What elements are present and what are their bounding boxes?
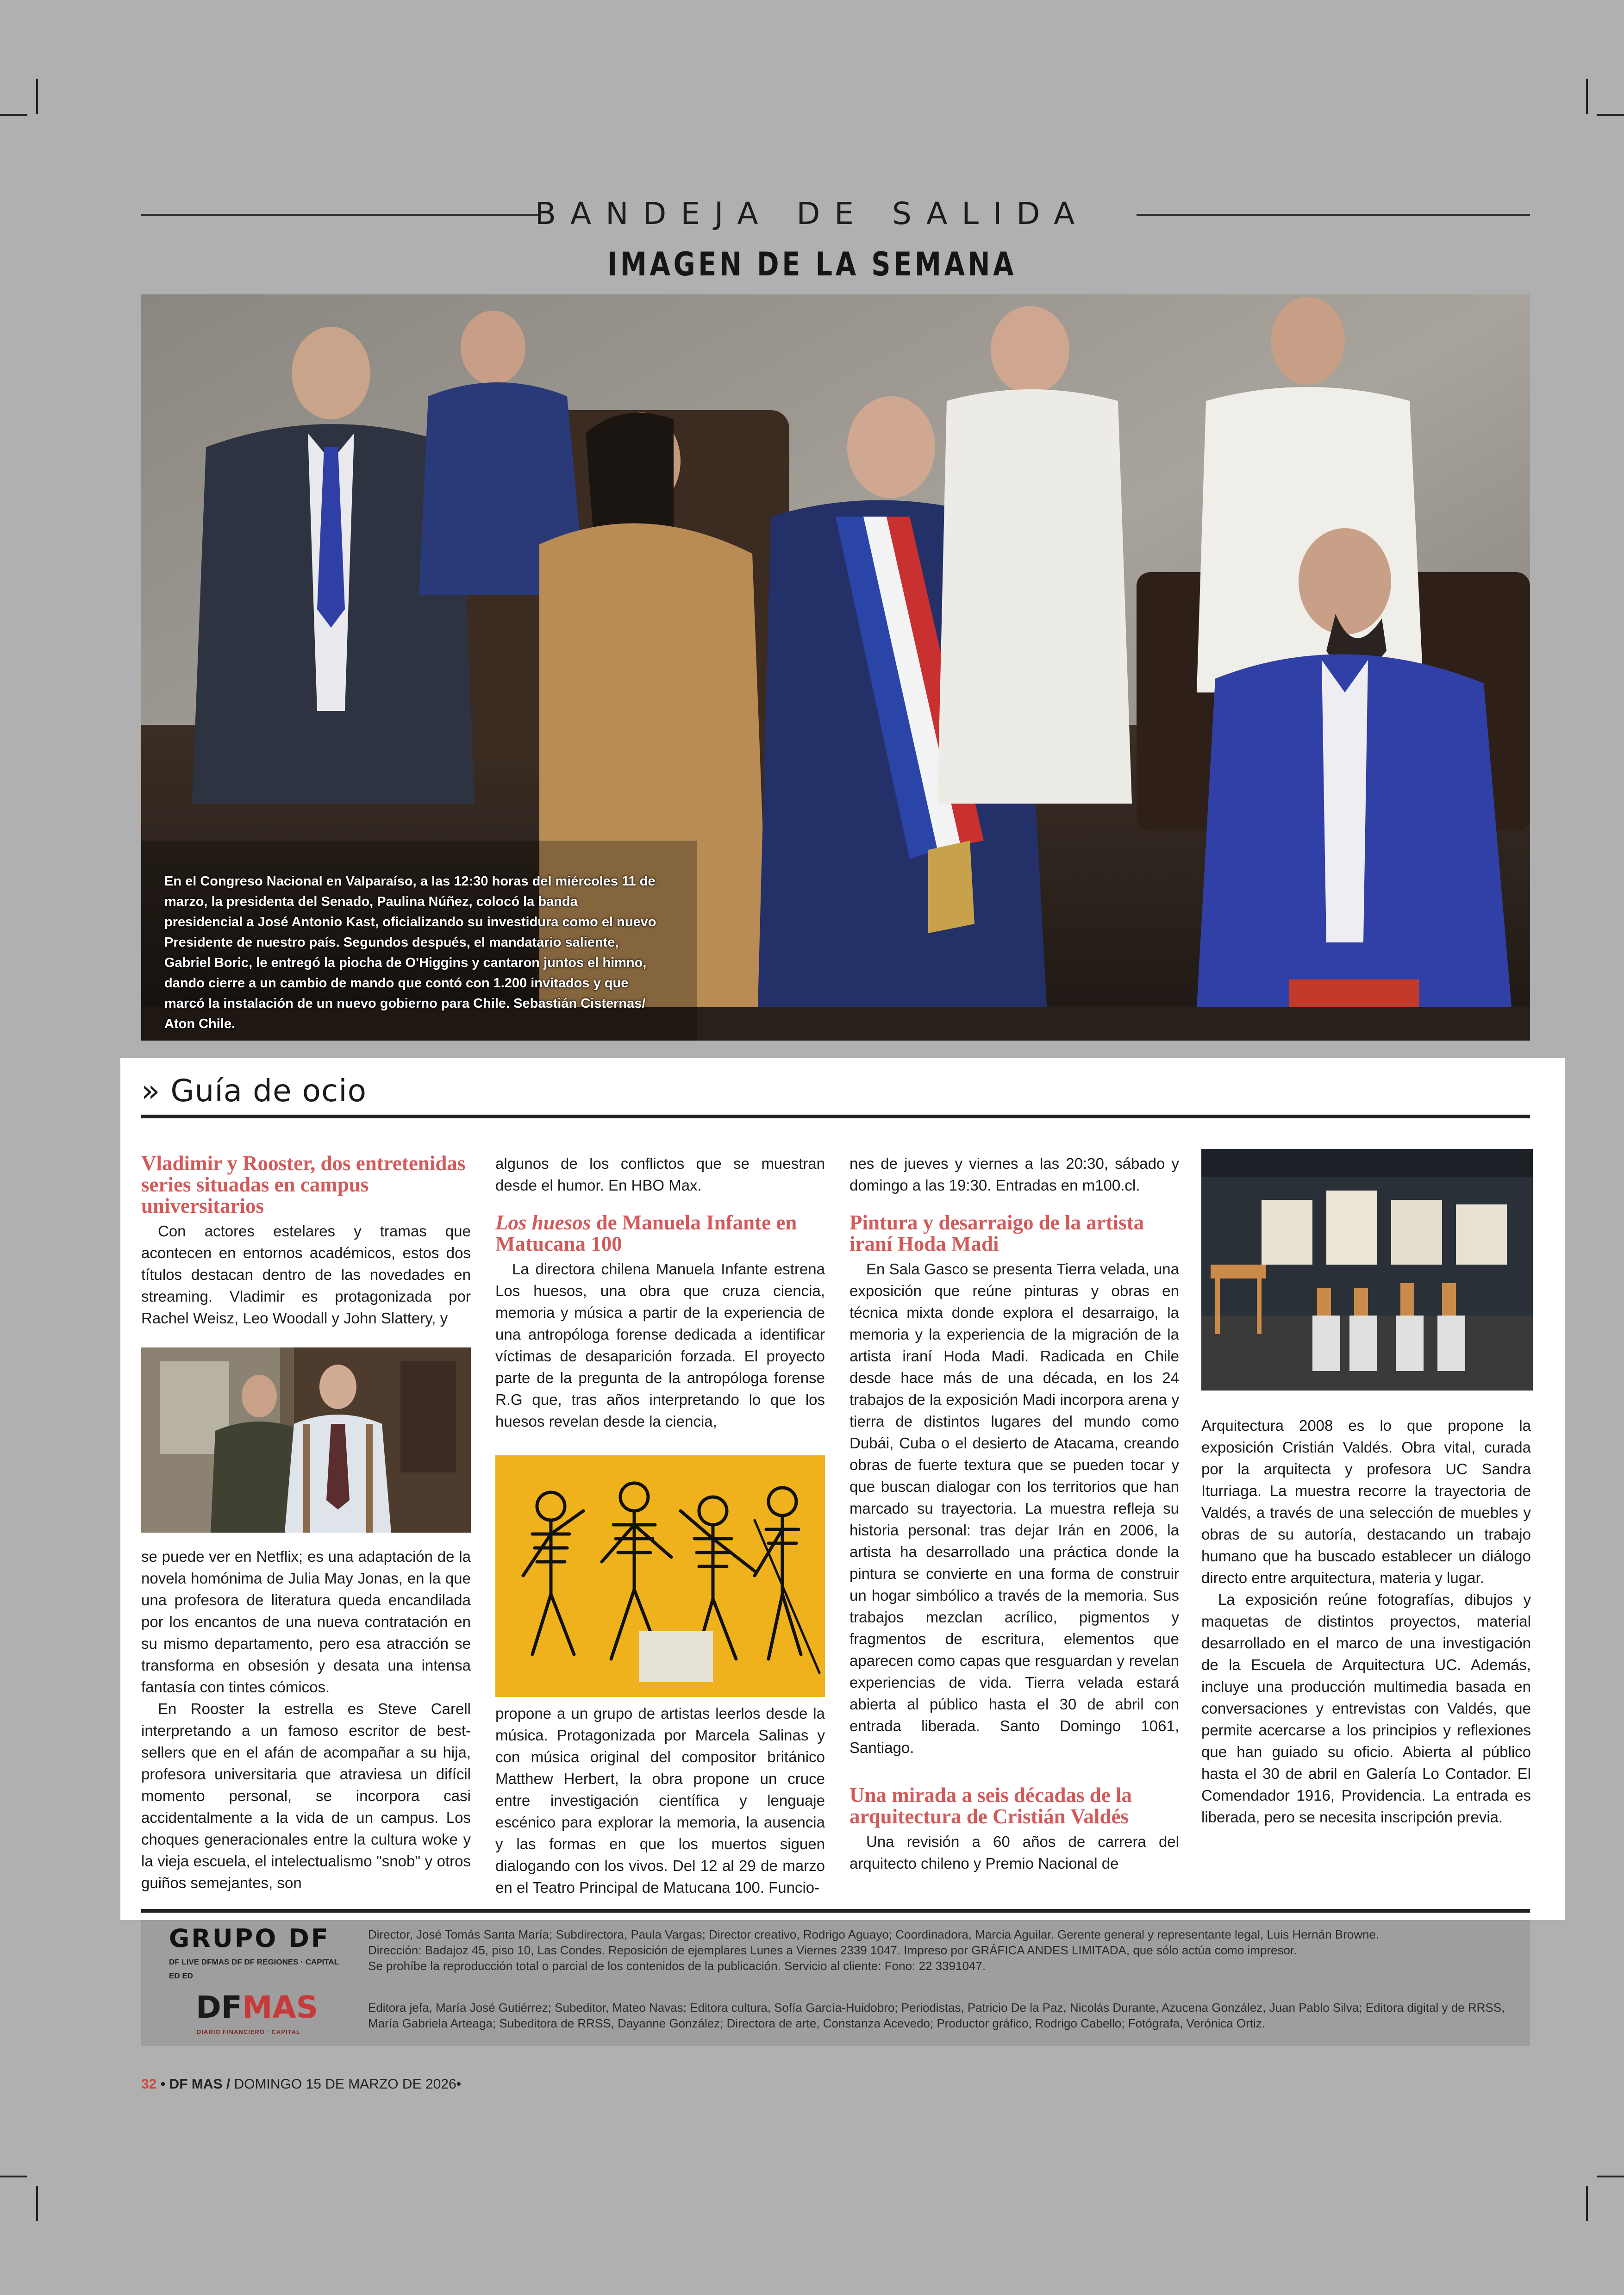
series-photo: [141, 1347, 471, 1533]
publication-name: • DF MAS /: [160, 2077, 231, 2092]
dfmas-logo: [196, 1989, 318, 2025]
exhibition-photo-illustration: [1201, 1149, 1533, 1391]
crop-mark: [0, 2176, 27, 2177]
paragraph: Una revisión a 60 años de carrera del arquitecto chileno y Premio Nacional de: [849, 1833, 1179, 1872]
headline-valdes: Una mirada a seis décadas de la arquitectura de Cristián Valdés: [849, 1784, 1132, 1828]
column-2: [495, 1153, 825, 1432]
page-folio: [141, 2077, 461, 2092]
main-photo: [141, 294, 1530, 1041]
column-3: [849, 1153, 1179, 1874]
guide-rule: [141, 1115, 1530, 1118]
paragraph: algunos de los conflictos que se muestran desde el humor. En HBO Max.: [495, 1155, 825, 1194]
huesos-artwork-illustration: [495, 1455, 825, 1697]
section-title: IMAGEN DE LA SEMANA: [607, 245, 1017, 283]
paragraph: Con actores estelares y tramas que acontecen en entornos académicos, estos dos títulos destacan dentro de las novedades en streaming. Vladimir es protagonizada por Rachel Weisz, Leo Woodall y John Slattery, y: [141, 1222, 471, 1327]
guide-panel: [120, 1058, 1565, 1920]
guide-title: » Guía de ocio: [141, 1073, 367, 1109]
headline-series: Vladimir y Rooster, dos entretenidas series situadas en campus universitarios: [141, 1152, 466, 1217]
grupo-df-logo: GRUPO DF: [169, 1924, 330, 1953]
paragraph: nes de jueves y viernes a las 20:30, sábado y domingo a las 19:30. Entradas en m100.cl.: [849, 1155, 1179, 1194]
crop-mark: [36, 79, 38, 114]
section-kicker: BANDEJA DE SALIDA: [535, 196, 1089, 231]
credits-line: Director, José Tomás Santa María; Subdirectora, Paula Vargas; Director creativo, Rodrigo Aguayo; Coordinadora, Marcia Aguilar. Gerente general y representante legal, Luis Hernán Browne.: [368, 1927, 1380, 1941]
column-1: [141, 1153, 471, 1329]
credits-line: Dirección: Badajoz 45, piso 10, Las Condes. Reposición de ejemplares Lunes a Viernes 2339 1047. Impreso por GRÁFICA ANDES LIMITADA, que sólo actúa como impresor.: [368, 1943, 1297, 1957]
paragraph: se puede ver en Netflix; es una adaptación de la novela homónima de Julia May Jonas, en la que una profesora de literatura queda encandilada por los encantos de una nueva contratación en su mismo departamento, pero esa atracción se transforma en obsesión y desata una intensa fantasía con tintes cómicos.: [141, 1548, 471, 1696]
guide-rule-bottom: [141, 1909, 1530, 1913]
crop-mark: [36, 2186, 38, 2221]
crop-mark: [1597, 114, 1624, 116]
series-photo-illustration: [141, 1347, 471, 1533]
page-number: 32: [141, 2077, 157, 2092]
headline-italic: Los huesos: [495, 1211, 591, 1234]
credits-box: [141, 1920, 1530, 2046]
issue-date: DOMINGO 15 DE MARZO DE 2026•: [234, 2077, 462, 2092]
exhibition-photo: [1201, 1149, 1533, 1391]
crop-mark: [1586, 2186, 1588, 2221]
crop-mark: [0, 114, 27, 116]
publication-logos: DF LIVE DFMAS DF DF REGIONES · CAPITAL ED ED: [169, 1958, 339, 1980]
huesos-artwork: [495, 1455, 825, 1697]
column-2-cont: [495, 1703, 825, 1898]
dfmas-mas: MAS: [242, 1989, 319, 2025]
paragraph: En Sala Gasco se presenta Tierra velada, una exposición que reúne pinturas y obras en técnica mixta donde explora el desarraigo, la memoria y la experiencia de la migración de la artista iraní Hoda Madi. Radicada en Chile desde hace más de una década, en los 24 trabajos de la exposición Madi incorpora arena y tierra de distintos lugares del mundo como Dubái, Cuba o el desierto de Atacama, creando obras de fuerte textura que se pueden tocar y que buscan dialogar con los territorios que han marcado su trayectoria. La muestra refleja su historia personal: tras dejar Irán en 2006, la artista ha desarrollado una práctica donde la pintura se convierte en una forma de construir un hogar simbólico a través de la memoria. Sus trabajos mezclan acrílico, pigmentos y fragmentos de escritura, elementos que aparecen como capas que resguardan y revelan experiencias de vida. Tierra velada estará abierta al público hasta el 30 de abril con entrada liberada. Santo Domingo 1061, Santiago.: [849, 1260, 1179, 1756]
column-1-cont: [141, 1546, 471, 1894]
headline-hoda-madi: Pintura y desarraigo de la artista iraní Hoda Madi: [849, 1211, 1144, 1255]
paragraph: La directora chilena Manuela Infante estrena Los huesos, una obra que cruza ciencia, memoria y música a partir de la experiencia de una antropóloga forense dedicada a identificar víctimas de desaparición forzada. El proyecto parte de la pregunta de la antropóloga forense R.G que, tras años interpretando lo que los huesos revelan desde la ciencia,: [495, 1260, 825, 1430]
crop-mark: [1586, 79, 1588, 114]
paragraph: propone a un grupo de artistas leerlos desde la música. Protagonizada por Marcela Salinas y con música original del compositor británico Matthew Herbert, la obra propone un cruce entre investigación científica y lenguaje escénico para explorar la memoria, la ausencia y las formas en que los muertos siguen dialogando con los vivos. Del 12 al 29 de marzo en el Teatro Principal de Matucana 100. Funcio-: [495, 1705, 825, 1896]
paragraph: En Rooster la estrella es Steve Carell interpretando a un famoso escritor de best-sellers que en el afán de acompañar a su hija, profesora universitaria que atraviesa un difícil momento personal, se incorpora casi accidentalmente a la vida de un campus. Los choques generacionales entre la cultura woke y la vieja escuela, el intelectualismo "snob" y otros guiños semejantes, son: [141, 1700, 471, 1891]
crop-mark: [1597, 2176, 1624, 2177]
credits-staff: Editora jefa, María José Gutiérrez; Subeditor, Mateo Navas; Editora cultura, Sofía García-Huidobro; Periodistas, Patricio De la Paz, Nicolás Durante, Azucena González, Juan Pablo Silva; Editora digital y de RRSS, María Gabriela Arteaga; Subeditora de RRSS, Dayanne González; Directora de arte, Constanza Acevedo; Productor gráfico, Rodrigo Cabello; Fotógrafa, Verónica Ortiz.: [368, 2001, 1505, 2030]
dfmas-df: DF: [196, 1989, 242, 2025]
photo-caption: En el Congreso Nacional en Valparaíso, a las 12:30 horas del miércoles 11 de marzo, la presidenta del Senado, Paulina Núñez, colocó la banda presidencial a José Antonio Kast, oficializando su investidura como el nuevo Presidente de nuestro país. Segundos después, el mandatario saliente, Gabriel Boric, le entregó la piocha de O'Higgins y cantaron juntos el himno, dando cierre a un cambio de mando que contó con 1.200 invitados y que marcó la instalación de un nuevo gobierno para Chile. Sebastián Cisternas/ Aton Chile.: [164, 874, 656, 1031]
paragraph: Arquitectura 2008 es lo que propone la exposición Cristián Valdés. Obra vital, curada por la arquitecta y profesora UC Sandra Iturriaga. La muestra recorre la trayectoria de Valdés, a través de una selección de muebles y obras de su autoría, destacando un trabajo humano que ha buscado establecer un diálogo directo entre arquitectura, materia y lugar.: [1201, 1417, 1531, 1586]
headline-huesos: [495, 1212, 825, 1254]
column-4: [1201, 1415, 1531, 1828]
paragraph: La exposición reúne fotografías, dibujos y maquetas de distintos proyectos, material desarrollado en el marco de una investigación de la Escuela de Arquitectura UC. Además, incluye una producción multimedia basada en conversaciones y entrevistas con Valdés, que permite acercarse a los principios y reflexiones que han guiado su oficio. Abierta al público hasta el 30 de abril en Galería Lo Contador. El Comendador 1916, Providencia. La entrada es liberada, pero se necesita inscripción previa.: [1201, 1591, 1531, 1826]
credits-line: Se prohíbe la reproducción total o parcial de los contenidos de la publicación. Servicio al cliente: Fono: 22 3391047.: [368, 1959, 986, 1973]
dfmas-tagline: DIARIO FINANCIERO · CAPITAL: [197, 2028, 300, 2035]
headline-rest: de Manuela Infante en Matucana 100: [495, 1211, 797, 1255]
